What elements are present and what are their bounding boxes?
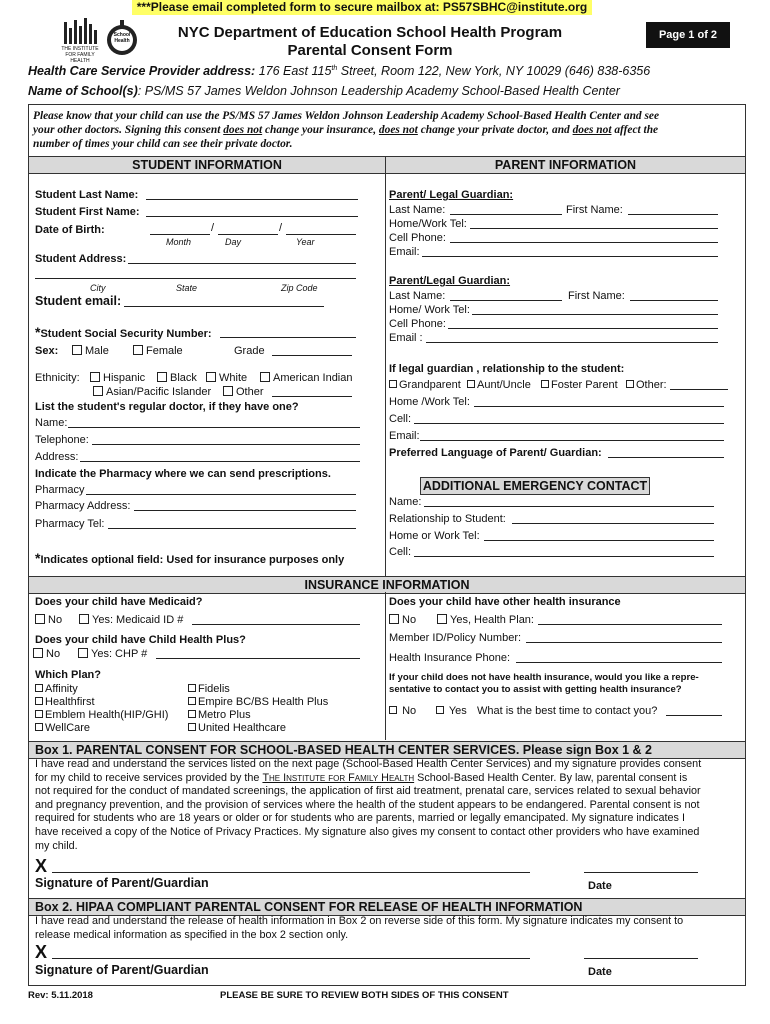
emergency-cell-input[interactable]: [414, 556, 714, 557]
page-badge: Page 1 of 2: [646, 22, 730, 48]
box1-signature-label: Signature of Parent/Guardian: [35, 876, 209, 890]
ethnicity-label: Ethnicity:: [35, 372, 80, 384]
female-checkbox[interactable]: [133, 345, 143, 355]
guardian-2-email-input[interactable]: [426, 342, 718, 343]
student-first-name-label: Student First Name:: [35, 206, 140, 218]
guardian-1-first-name-label: First Name:: [566, 204, 623, 216]
grade-input[interactable]: [272, 355, 352, 356]
relationship-other[interactable]: Other:: [626, 379, 667, 391]
assist-question-2: sentative to contact you to assist with getting health insurance?: [389, 684, 682, 695]
plan-affinity[interactable]: Affinity: [35, 683, 78, 695]
zip-caption: Zip Code: [281, 283, 318, 293]
insurance-divider: [385, 592, 386, 740]
guardian-3-tel-input[interactable]: [474, 406, 724, 407]
form-frame: [28, 104, 746, 986]
guardian-2-first-name-input[interactable]: [630, 300, 718, 301]
relationship-aunt-uncle[interactable]: Aunt/Uncle: [467, 379, 531, 391]
dob-year-input[interactable]: [286, 234, 356, 235]
medicaid-id-input[interactable]: [192, 624, 360, 625]
box2-header: Box 2. HIPAA COMPLIANT PARENTAL CONSENT FOR RELEASE OF HEALTH INFORMATION: [29, 898, 745, 916]
dob-slash-1: /: [211, 222, 215, 234]
guardian-2-tel-label: Home/ Work Tel:: [389, 304, 470, 316]
emergency-cell-label: Cell:: [389, 546, 412, 558]
relationship-foster[interactable]: Foster Parent: [541, 379, 618, 391]
page-subtitle: Parental Consent Form: [287, 42, 453, 59]
ethnicity-other[interactable]: Other: [223, 386, 264, 398]
dob-label: Date of Birth:: [35, 224, 105, 236]
footer-note: PLEASE BE SURE TO REVIEW BOTH SIDES OF THIS CONSENT: [220, 990, 509, 1001]
guardian-2-title: Parent/Legal Guardian:: [389, 275, 511, 287]
school-label: Name of School(s): [28, 84, 138, 98]
dob-year-caption: Year: [296, 237, 315, 247]
sex-label: Sex:: [35, 345, 59, 357]
guardian-1-title: Parent/ Legal Guardian:: [389, 189, 514, 201]
column-divider: [385, 156, 386, 576]
guardian-1-last-name-label: Last Name:: [389, 204, 446, 216]
preferred-language-label: Preferred Language of Parent/ Guardian:: [389, 447, 602, 459]
student-address-input-2[interactable]: [35, 278, 356, 279]
plan-metro-plus[interactable]: Metro Plus: [188, 709, 251, 721]
provider-label: Health Care Service Provider address:: [28, 64, 256, 78]
chp-question: Does your child have Child Health Plus?: [35, 634, 246, 646]
student-info-header: STUDENT INFORMATION: [29, 156, 385, 174]
male-checkbox[interactable]: [72, 345, 82, 355]
member-id-input[interactable]: [526, 642, 722, 643]
dob-month-input[interactable]: [150, 234, 210, 235]
medicaid-question: Does your child have Medicaid?: [35, 596, 203, 608]
other-insurance-yes[interactable]: Yes, Health Plan:: [437, 614, 534, 626]
assist-question-1: If your child does not have health insurance, would you like a repre-: [389, 672, 699, 683]
doctor-name-input[interactable]: [68, 427, 360, 428]
guardian-1-cell-label: Cell Phone:: [389, 232, 446, 244]
guardian-1-email-input[interactable]: [422, 256, 718, 257]
ethnicity-asian[interactable]: Asian/Pacific Islander: [93, 386, 211, 398]
top-notice: ***Please email completed form to secure mailbox at: PS57SBHC@institute.org: [132, 0, 592, 15]
guardian-3-email-input[interactable]: [420, 440, 724, 441]
other-insurance-no[interactable]: No: [389, 614, 416, 626]
plan-fidelis[interactable]: Fidelis: [188, 683, 230, 695]
best-time-label: What is the best time to contact you?: [477, 705, 658, 717]
guardian-2-last-name-input[interactable]: [450, 300, 562, 301]
intro-line-1: Please know that your child can use the PS/MS 57 James Weldon Johnson Leadership Academy School-Based Health Center and see: [33, 110, 659, 122]
sex-female-option[interactable]: Female: [133, 345, 183, 357]
medicaid-yes[interactable]: Yes: Medicaid ID #: [79, 614, 183, 626]
doctor-address-label: Address:: [35, 451, 79, 463]
box2-date-label: Date: [588, 966, 612, 978]
emergency-relationship-label: Relationship to Student:: [389, 513, 506, 525]
emergency-contact-header: ADDITIONAL EMERGENCY CONTACT: [420, 477, 650, 495]
provider-address-pre: 176 East 115: [258, 64, 332, 78]
school-health-logo-text: School Health: [113, 32, 131, 44]
relationship-question: If legal guardian , relationship to the student:: [389, 363, 625, 375]
chp-yes[interactable]: Yes: CHP #: [78, 648, 147, 660]
doctor-address-input[interactable]: [80, 461, 360, 462]
intro-line-3: number of times your child can see their private doctor.: [33, 138, 293, 150]
page-title: NYC Department of Education School Health Program: [177, 24, 563, 41]
plan-united[interactable]: United Healthcare: [188, 722, 286, 734]
guardian-3-email-label: Email:: [389, 430, 420, 442]
emergency-name-input[interactable]: [424, 506, 714, 507]
city-caption: City: [90, 283, 106, 293]
guardian-1-last-name-input[interactable]: [450, 214, 562, 215]
pharmacy-label: Pharmacy: [35, 484, 85, 496]
school-name: [28, 84, 620, 98]
pharmacy-question: Indicate the Pharmacy where we can send prescriptions.: [35, 468, 331, 480]
student-email-input[interactable]: [124, 306, 324, 307]
box2-signature-label: Signature of Parent/Guardian: [35, 963, 209, 977]
optional-field-note: *Indicates optional field: Used for insurance purposes only: [35, 550, 345, 566]
student-last-name-input[interactable]: [146, 199, 358, 200]
institute-logo-text: THE INSTITUTE FOR FAMILY HEALTH: [61, 46, 99, 64]
student-email-label: Student email:: [35, 294, 122, 308]
guardian-2-last-name-label: Last Name:: [389, 290, 446, 302]
best-time-input[interactable]: [666, 715, 722, 716]
plan-wellcare[interactable]: WellCare: [35, 722, 90, 734]
doctor-telephone-label: Telephone:: [35, 434, 89, 446]
assist-no[interactable]: No: [389, 705, 416, 717]
guardian-1-first-name-input[interactable]: [628, 214, 718, 215]
revision-date: Rev: 5.11.2018: [28, 990, 93, 1001]
pharmacy-tel-label: Pharmacy Tel:: [35, 518, 105, 530]
doctor-telephone-input[interactable]: [92, 444, 360, 445]
guardian-3-tel-label: Home /Work Tel:: [389, 396, 470, 408]
medicaid-no[interactable]: No: [35, 614, 62, 626]
ethnicity-white[interactable]: White: [206, 372, 247, 384]
regular-doctor-question: List the student's regular doctor, if they have one?: [35, 401, 299, 413]
dob-month-caption: Month: [166, 237, 192, 247]
health-plan-input[interactable]: [538, 624, 722, 625]
insurance-phone-input[interactable]: [516, 662, 722, 663]
ethnicity-hispanic[interactable]: Hispanic: [90, 372, 145, 384]
guardian-2-first-name-label: First Name:: [568, 290, 625, 302]
assist-yes[interactable]: Yes: [436, 705, 467, 717]
chp-no[interactable]: No: [33, 648, 60, 660]
parent-info-header: PARENT INFORMATION: [385, 156, 745, 174]
provider-address-sup: th: [331, 64, 338, 72]
box1-header: Box 1. PARENTAL CONSENT FOR SCHOOL-BASED HEALTH CENTER SERVICES. Please sign Box 1 & 2: [29, 741, 745, 759]
box2-signature-input[interactable]: [52, 958, 530, 959]
relationship-grandparent[interactable]: Grandparent: [389, 379, 461, 391]
provider-address-post: Street, Room 122, New York, NY 10029 (646) 838-6356: [337, 64, 651, 78]
box1-date-input[interactable]: [584, 872, 698, 873]
provider-address: [28, 64, 650, 78]
ethnicity-american-indian[interactable]: American Indian: [260, 372, 353, 384]
student-ssn-input[interactable]: [220, 337, 356, 338]
emergency-relationship-input[interactable]: [512, 523, 714, 524]
box2-text: I have read and understand the release of health information in Box 2 on reverse side of this form. My signature indicates my consent to release medical information as specified in the box 2 section only.: [35, 915, 684, 941]
pharmacy-address-input[interactable]: [134, 510, 356, 511]
student-last-name-label: Student Last Name:: [35, 189, 139, 201]
school-value: : PS/MS 57 James Weldon Johnson Leadership Academy School-Based Health Center: [137, 84, 620, 98]
state-caption: State: [176, 283, 198, 293]
guardian-1-email-label: Email:: [389, 246, 420, 258]
emergency-tel-label: Home or Work Tel:: [389, 530, 480, 542]
pharmacy-input[interactable]: [86, 494, 356, 495]
dob-day-caption: Day: [225, 237, 242, 247]
student-ssn-label: *Student Social Security Number:: [35, 324, 212, 340]
guardian-3-cell-input[interactable]: [414, 423, 724, 424]
which-plan-label: Which Plan?: [35, 669, 101, 681]
ethnicity-black[interactable]: Black: [157, 372, 197, 384]
pharmacy-address-label: Pharmacy Address:: [35, 500, 131, 512]
plan-healthfirst[interactable]: Healthfirst: [35, 696, 95, 708]
doctor-name-label: Name:: [35, 417, 68, 429]
box1-date-label: Date: [588, 880, 612, 892]
guardian-2-tel-input[interactable]: [472, 314, 718, 315]
intro-text: [33, 109, 659, 151]
guardian-1-cell-input[interactable]: [450, 242, 718, 243]
ethnicity-other-input[interactable]: [272, 396, 352, 397]
chp-id-input[interactable]: [156, 658, 360, 659]
preferred-language-input[interactable]: [608, 457, 724, 458]
box1-signature-input[interactable]: [52, 872, 530, 873]
plan-empire[interactable]: Empire BC/BS Health Plus: [188, 696, 328, 708]
box1-text: I have read and understand the services listed on the next page (School-Based Health Center Services) and my signature provides consent for my child to receive services provided by the The Institute for Family Health School-Based Health Center. By law, parental consent is not required for the conduct of mandated screenings, the application of first aid treatment, prenatal care, services related to sexual behavior and pregnancy prevention, and the provision of services where the health of the student appears to be endangered. Parental consent is not required for students who are 18 years or older or for students who are parents, married or legally emancipated. My signature indicates I have received a copy of the Notice of Privacy Practices. My signature also gives my consent to contact other providers who have examined my child.: [35, 758, 702, 852]
other-insurance-question: Does your child have other health insurance: [389, 596, 621, 608]
relationship-other-input[interactable]: [670, 389, 728, 390]
guardian-2-email-label: Email :: [389, 332, 423, 344]
member-id-label: Member ID/Policy Number:: [389, 632, 522, 644]
guardian-2-cell-input[interactable]: [448, 328, 718, 329]
dob-slash-2: /: [279, 222, 283, 234]
box2-x-mark: X: [35, 942, 48, 962]
guardian-2-cell-label: Cell Phone:: [389, 318, 446, 330]
intro-line-2: your other doctors. Signing this consent does not change your insurance, does not change your private doctor, and does not affect the: [33, 124, 659, 136]
student-address-label: Student Address:: [35, 253, 127, 265]
sex-male-option[interactable]: Male: [72, 345, 109, 357]
student-address-input[interactable]: [128, 263, 356, 264]
plan-emblem[interactable]: Emblem Health(HIP/GHI): [35, 709, 168, 721]
student-first-name-input[interactable]: [146, 216, 358, 217]
dob-day-input[interactable]: [218, 234, 278, 235]
insurance-header: INSURANCE INFORMATION: [29, 576, 745, 594]
insurance-phone-label: Health Insurance Phone:: [389, 652, 511, 664]
emergency-name-label: Name:: [389, 496, 422, 508]
grade-label: Grade: [234, 345, 265, 357]
emergency-tel-input[interactable]: [484, 540, 714, 541]
guardian-1-tel-label: Home/Work Tel:: [389, 218, 467, 230]
guardian-1-tel-input[interactable]: [470, 228, 718, 229]
pharmacy-tel-input[interactable]: [108, 528, 356, 529]
guardian-3-cell-label: Cell:: [389, 413, 412, 425]
box1-x-mark: X: [35, 856, 48, 876]
box2-date-input[interactable]: [584, 958, 698, 959]
